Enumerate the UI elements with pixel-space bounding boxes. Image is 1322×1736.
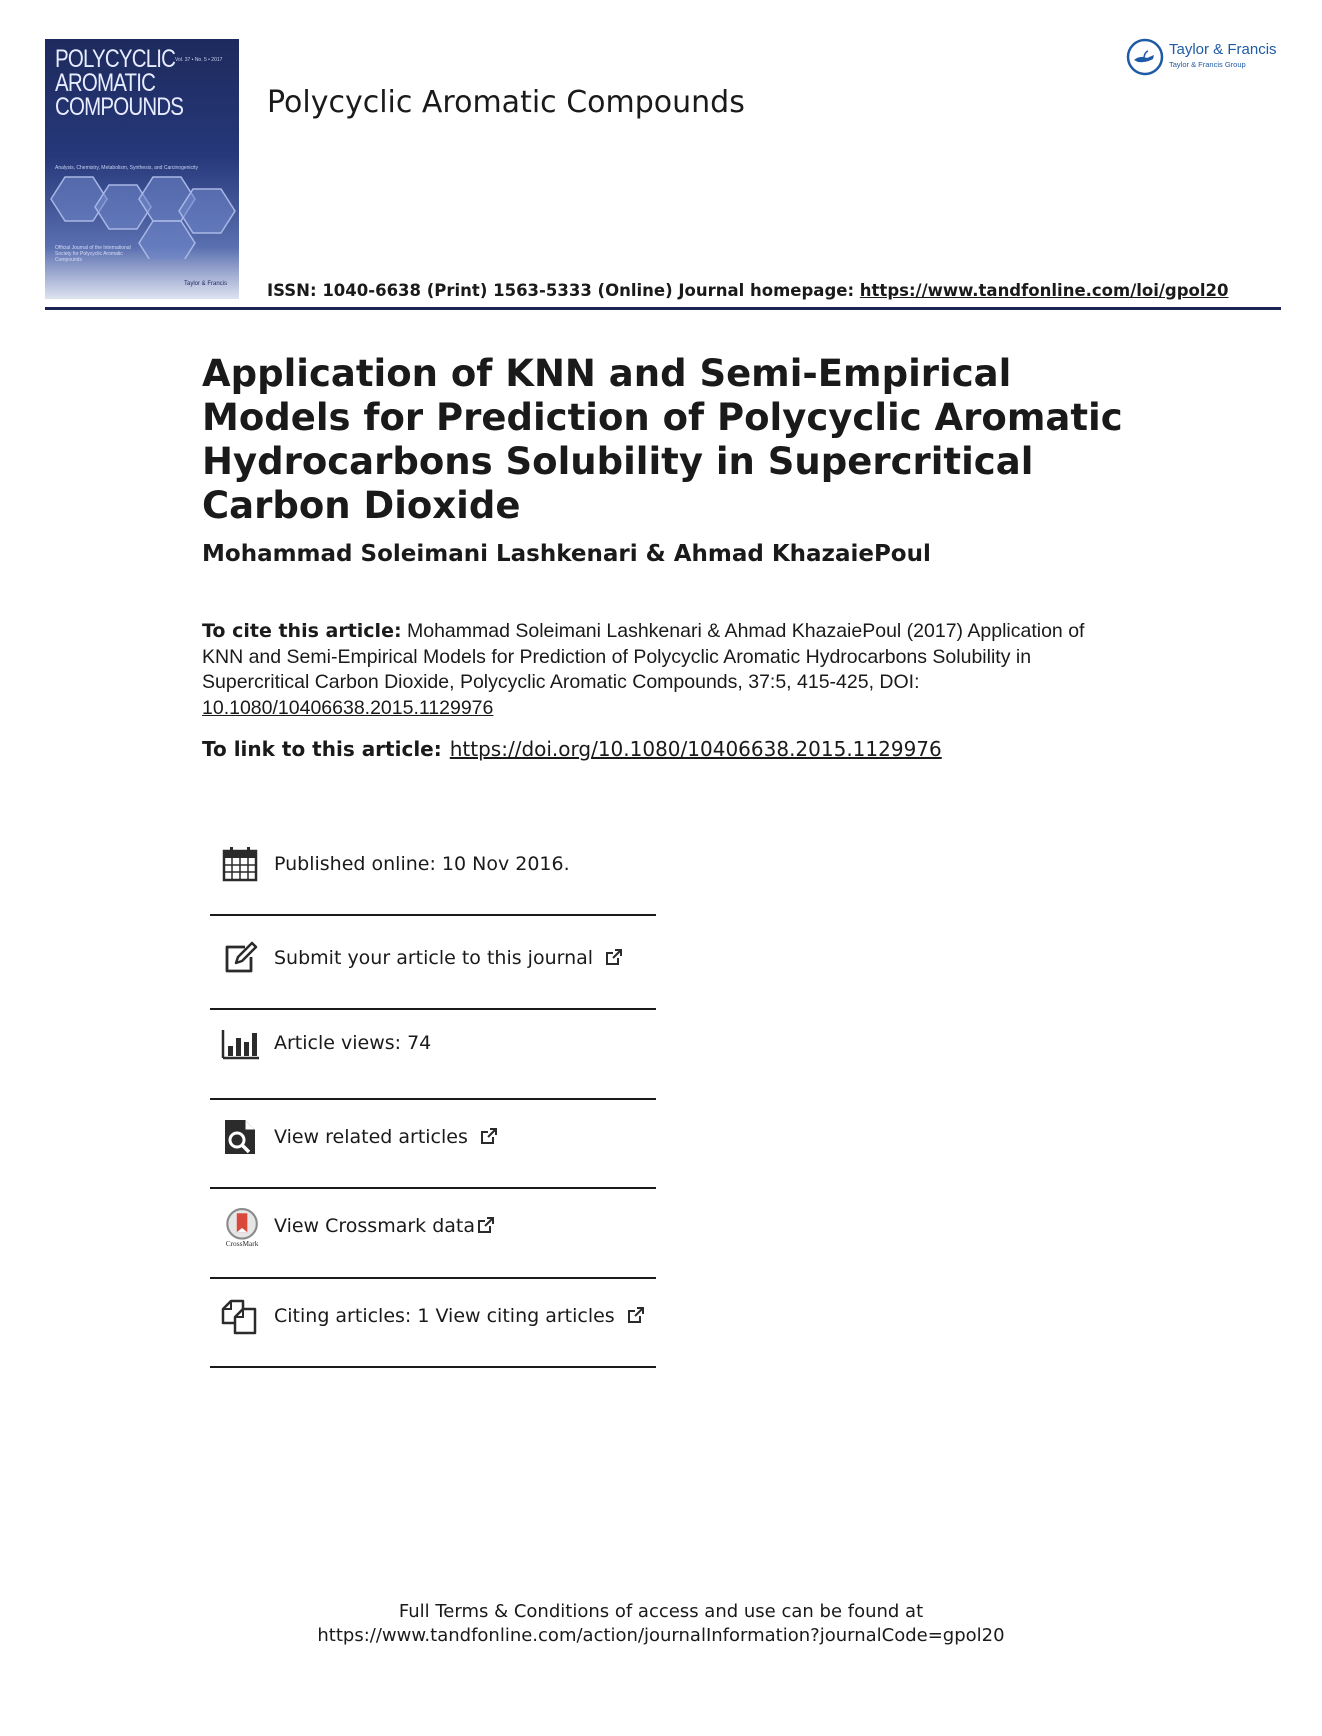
document-search-icon [221,1118,259,1156]
article-title: Application of KNN and Semi-Empirical Models for Prediction of Polycyclic Aromatic Hydrocarbons Solubility in Supercritical Carbon Dioxide [202,352,1123,527]
divider [210,914,656,916]
citing-articles-row[interactable] [210,1285,656,1345]
divider [210,1098,656,1100]
article-doi-link[interactable]: https://doi.org/10.1080/10406638.2015.1129976 [449,737,942,761]
cover-title: POLYCYCLIC AROMATIC COMPOUNDS [55,45,184,121]
external-link-icon [477,1216,495,1234]
submit-article-row[interactable] [210,927,656,987]
related-articles-link[interactable]: View related articles [274,1126,498,1148]
cover-description: Official Journal of the International Society for Polycyclic Aromatic Compounds [55,245,131,263]
cover-subtitle: Analysis, Chemistry, Metabolism, Synthesis, and Carcinogenicity [55,165,199,171]
journal-name: Polycyclic Aromatic Compounds [267,85,745,120]
cover-volume: Vol. 37 • No. 5 • 2017 [175,57,223,63]
submit-article-link[interactable]: Submit your article to this journal [274,947,623,969]
cover-publisher: Taylor & Francis [183,281,227,287]
footer-terms [0,1600,1322,1648]
crossmark-label: CrossMark [225,1238,259,1248]
article-views-text: Article views: 74 [274,1032,432,1054]
citing-articles-link[interactable]: Citing articles: 1 View citing articles [274,1305,645,1327]
issn-text: ISSN: 1040-6638 (Print) 1563-5333 (Online) Journal homepage: [267,281,860,300]
footer-line-1: Full Terms & Conditions of access and use can be found at [398,1601,924,1622]
related-articles-row[interactable] [210,1106,656,1166]
taylor-francis-logo[interactable] [1126,38,1286,78]
citing-documents-icon [221,1297,259,1335]
logo-group: Taylor & Francis Group [1169,60,1246,69]
article-views-row [210,1012,656,1072]
divider [210,1008,656,1010]
bar-chart-icon [221,1024,259,1062]
article-authors: Mohammad Soleimani Lashkenari & Ahmad KhazaiePoul [202,541,931,567]
published-online-text: Published online: 10 Nov 2016. [274,853,570,875]
cite-doi-link[interactable]: 10.1080/10406638.2015.1129976 [202,696,494,719]
citation-block [202,619,1122,721]
link-label: To link to this article: [202,737,442,761]
footer-terms-link[interactable]: https://www.tandfonline.com/action/journalInformation?journalCode=gpol20 [317,1625,1005,1646]
article-link-line [202,737,942,761]
external-link-icon [627,1306,645,1324]
crossmark-row[interactable] [210,1195,656,1255]
divider [210,1277,656,1279]
cite-label: To cite this article: [202,620,402,642]
published-online-row [210,833,656,893]
edit-icon [221,939,259,977]
crossmark-link[interactable]: View Crossmark data [274,1215,495,1237]
calendar-icon [221,845,259,883]
journal-cover-image [45,39,239,299]
header-divider [45,307,1281,310]
external-link-icon [605,948,623,966]
logo-name: Taylor & Francis [1169,41,1277,58]
divider [210,1187,656,1189]
taylor-francis-lamp-icon [1126,38,1164,76]
external-link-icon [480,1127,498,1145]
divider [210,1366,656,1368]
cite-text: Mohammad Soleimani Lashkenari & Ahmad KhazaiePoul (2017) Application of KNN and Semi-Empirical Models for Prediction of Polycyclic Aromatic Hydrocarbons Solubility in Supercritical Carbon Dioxide, Polycyclic Aromatic Compounds, 37:5, 415-425, DOI: [202,620,1085,693]
journal-homepage-link[interactable]: https://www.tandfonline.com/loi/gpol20 [859,281,1229,300]
issn-line [267,281,1229,300]
crossmark-icon [221,1205,261,1249]
